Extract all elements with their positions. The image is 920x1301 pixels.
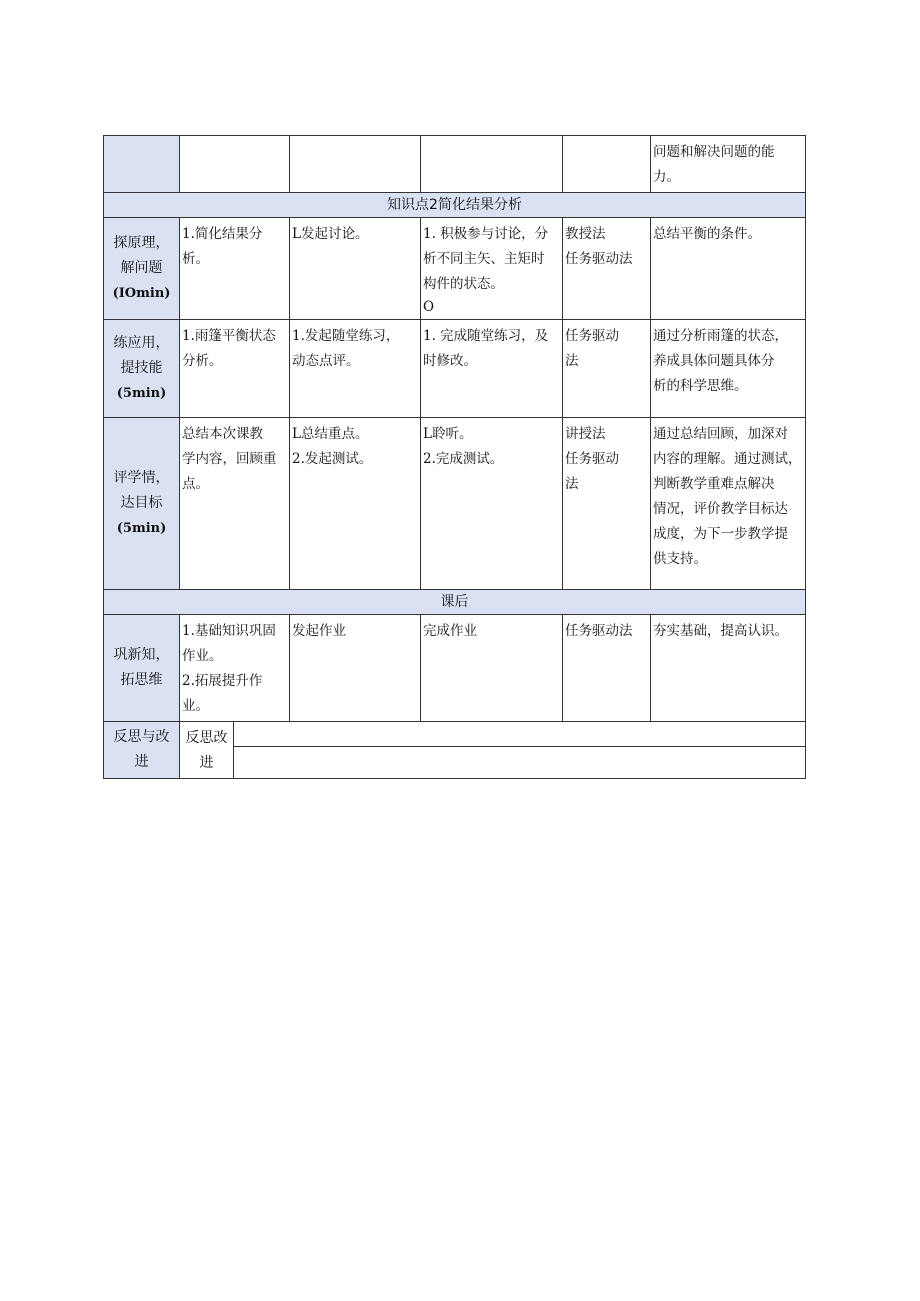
student-line: 1. 积极参与讨论，分 [423,226,549,242]
method-line: 法 [565,476,579,492]
goal-cell [651,136,806,193]
method-cell-empty [563,136,651,193]
stage-label: 评学情， [113,470,170,486]
goal-cell [651,418,806,590]
teacher-cell [290,615,421,722]
reflection-sub-label-line: 进 [199,755,214,771]
content-line: 2.拓展提升作业。 [182,673,263,714]
stage-time: (5min) [116,386,167,401]
content-line: 1.雨篷平衡状态 [182,328,276,344]
teacher-line: 动态点评。 [292,353,360,369]
method-cell [563,218,651,320]
content-line: 作业。 [182,648,223,664]
stage-cell [104,320,180,418]
goal-line: 判断教学重难点解决 [653,476,775,492]
content-line: 学内容，回顾重 [182,451,277,467]
stage-cell-empty [104,136,180,193]
student-line: 构件的状态。 [423,276,504,292]
goal-line: 养成具体问题具体分 [653,353,775,369]
method-line: 任务驱动法 [565,623,633,639]
stage-time: (5min) [116,521,167,536]
stage-label: 解问题 [120,260,163,276]
method-line: 法 [565,353,579,369]
student-line: 完成作业 [423,623,477,639]
student-line: L聆听。 [423,426,473,442]
student-cell [421,218,563,320]
teacher-cell-empty [290,136,421,193]
table-row [104,418,806,590]
method-line: 任务驱动法 [565,251,633,267]
student-line: 时修改。 [423,353,477,369]
goal-line: 成度，为下一步教学提 [653,526,788,542]
goal-line: 析的科学思维。 [653,378,748,394]
content-line: 1.基础知识巩固 [182,623,276,639]
goal-line: 力。 [653,169,680,185]
table-row [104,320,806,418]
stage-cell [104,615,180,722]
reflection-row [104,722,806,747]
student-cell-empty [421,136,563,193]
reflection-sub-label-line: 反思改 [185,730,228,746]
stage-label: 拓思维 [120,672,163,688]
section-title: 知识点2简化结果分析 [104,193,806,218]
reflection-label-line: 反思与改 [113,729,170,745]
goal-line: 通过总结回顾，加深对 [653,426,788,442]
teacher-line: L发起讨论。 [292,226,369,242]
student-cell [421,320,563,418]
table-row-continuation [104,136,806,193]
content-cell [180,615,290,722]
stage-label: 达目标 [120,495,163,511]
method-cell [563,320,651,418]
content-cell [180,418,290,590]
goal-cell [651,615,806,722]
reflection-sub-label [180,722,234,779]
content-cell [180,320,290,418]
goal-line: 供支持。 [653,551,707,567]
method-cell [563,615,651,722]
reflection-field[interactable] [234,747,806,779]
teacher-line: 2.发起测试。 [292,451,373,467]
reflection-label [104,722,180,779]
section-title: 课后 [104,590,806,615]
method-line: 任务驱动 [565,328,619,344]
goal-line: 问题和解决问题的能 [653,144,775,160]
table-row [104,615,806,722]
student-line: O [423,299,435,315]
stage-label: 练应用， [113,335,170,351]
method-cell [563,418,651,590]
method-line: 教授法 [565,226,606,242]
teacher-line: L总结重点。 [292,426,369,442]
stage-time: (IOmin) [112,286,171,301]
table-row [104,218,806,320]
goal-line: 通过分析雨篷的状态， [653,328,788,344]
goal-line: 情况，评价教学目标达 [653,501,788,517]
stage-cell [104,218,180,320]
content-line: 分析。 [182,353,223,369]
goal-cell [651,320,806,418]
reflection-label-line: 进 [134,754,149,770]
student-cell [421,615,563,722]
stage-label: 提技能 [120,360,163,376]
content-line: 点。 [182,476,209,492]
teacher-cell [290,218,421,320]
student-line: 析不同主矢、主矩时 [423,251,545,267]
teacher-line: 发起作业 [292,623,346,639]
section-header-row [104,193,806,218]
teacher-cell [290,418,421,590]
student-cell [421,418,563,590]
lesson-plan-table [103,135,806,779]
content-cell [180,218,290,320]
method-line: 讲授法 [565,426,606,442]
section-header-row [104,590,806,615]
stage-cell [104,418,180,590]
teacher-line: 1.发起随堂练习， [292,328,400,344]
reflection-field[interactable] [234,722,806,747]
content-line: 总结本次课教 [182,426,263,442]
content-cell-empty [180,136,290,193]
goal-cell [651,218,806,320]
goal-line: 夯实基础，提高认识。 [653,623,788,639]
stage-label: 巩新知， [113,647,170,663]
method-line: 任务驱动 [565,451,619,467]
content-line: 1.简化结果分析。 [182,226,263,267]
stage-label: 探原理， [113,235,170,251]
goal-line: 总结平衡的条件。 [653,226,761,242]
goal-line: 内容的理解。通过测试， [653,451,802,467]
teacher-cell [290,320,421,418]
student-line: 1. 完成随堂练习，及 [423,328,549,344]
student-line: 2.完成测试。 [423,451,504,467]
